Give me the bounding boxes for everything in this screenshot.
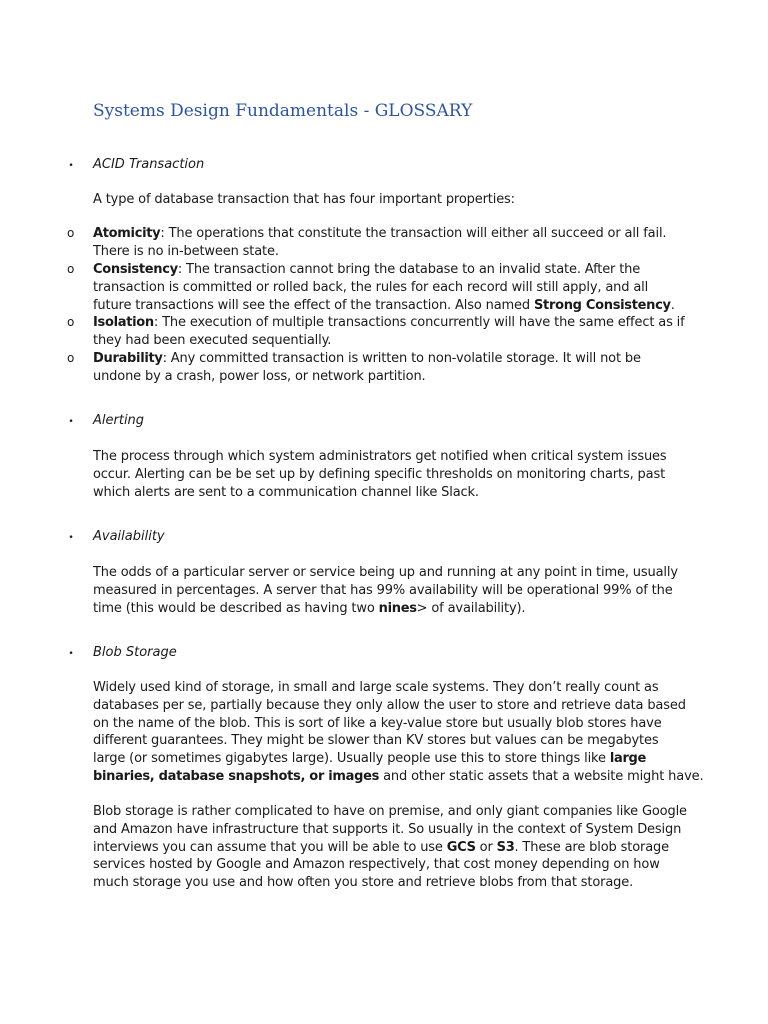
property-consistency: Consistency: The transaction cannot bring the database to an invalid state. After the transaction is committed or rolled back, the rules for each record will still apply, and all future transactions will see the effect of the transaction. Also named Strong Consistency. <box>93 262 675 313</box>
sub-bullet-icon: o <box>67 315 75 329</box>
sub-bullet-icon: o <box>67 262 75 276</box>
blob-definition-paragraph-1: Widely used kind of storage, in small and large scale systems. They don’t really count as databases per se, partially because they only allow the user to store and retrieve data based on the name of the blob. This is sort of like a key-value store but usually blob stores have different guarantees. They might be slower than KV stores but values can be megabytes large (or sometimes gigabytes large). Usually people use this to store things like large binaries, database snapshots, or images and other static assets that a website might have. <box>93 680 704 784</box>
sub-bullet-icon: o <box>67 351 75 365</box>
term-alerting: Alerting <box>93 413 145 428</box>
acid-intro: A type of database transaction that has four important properties: <box>93 192 515 207</box>
term-blob-storage: Blob Storage <box>93 645 177 660</box>
alerting-definition: The process through which system administrators get notified when critical system issues occur. Alerting can be be set up by defining specific thresholds on monitoring charts, past which alerts are sent to a communication channel like Slack. <box>93 449 667 500</box>
sub-bullet-icon: o <box>67 226 75 240</box>
bullet-icon: • <box>68 417 74 427</box>
property-isolation: Isolation: The execution of multiple transactions concurrently will have the same effect as if they had been executed sequentially. <box>93 315 685 348</box>
availability-definition: The odds of a particular server or service being up and running at any point in time, usually measured in percentages. A server that has 99% availability will be operational 99% of the time (this would be described as having two nines> of availability). <box>93 565 678 616</box>
term-availability: Availability <box>93 529 165 544</box>
blob-definition-paragraph-2: Blob storage is rather complicated to have on premise, and only giant companies like Google and Amazon have infrastructure that supports it. So usually in the context of System Design interviews you can assume that you will be able to use GCS or S3. These are blob storage services hosted by Google and Amazon respectively, that cost money depending on how much storage you use and how often you store and retrieve blobs from that storage. <box>93 804 687 891</box>
bullet-icon: • <box>68 649 74 659</box>
property-durability: Durability: Any committed transaction is written to non-volatile storage. It will not be undone by a crash, power loss, or network partition. <box>93 351 641 384</box>
property-atomicity: Atomicity: The operations that constitute the transaction will either all succeed or all fail. There is no in-between state. <box>93 226 667 259</box>
bullet-icon: • <box>68 533 74 543</box>
term-acid-transaction: ACID Transaction <box>93 157 205 172</box>
page-title: Systems Design Fundamentals - GLOSSARY <box>93 101 473 121</box>
bullet-icon: • <box>68 161 74 171</box>
